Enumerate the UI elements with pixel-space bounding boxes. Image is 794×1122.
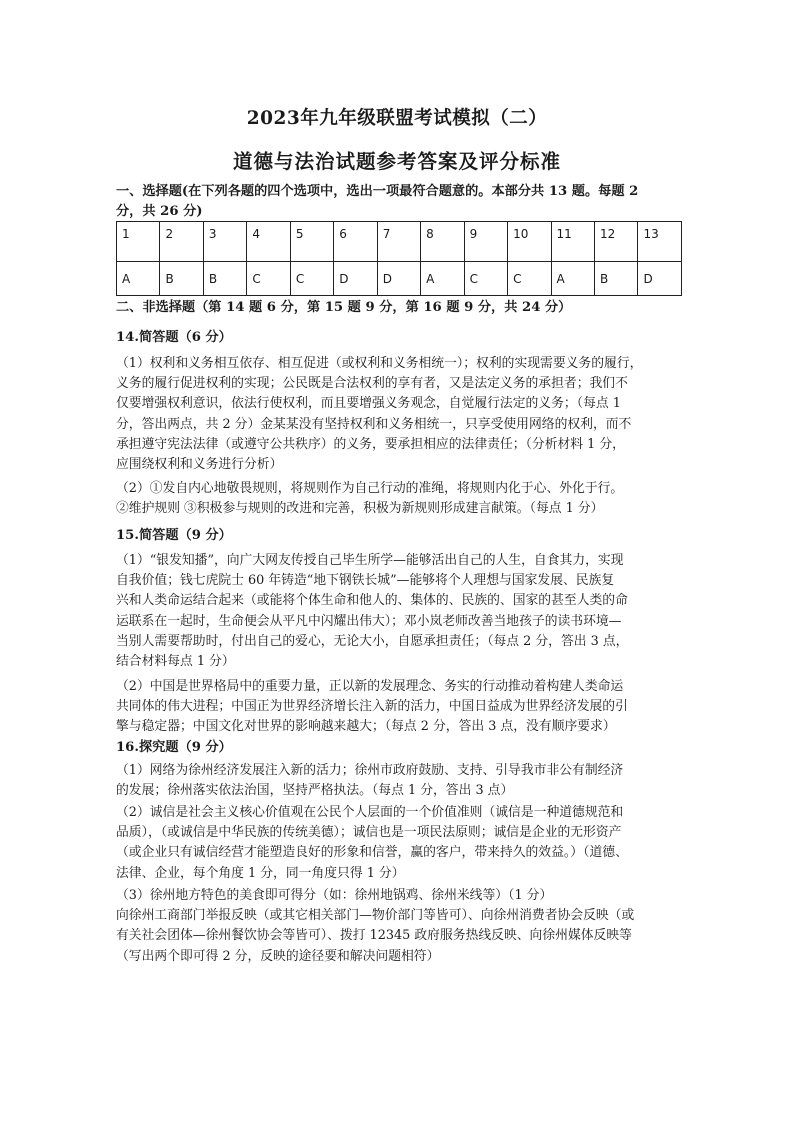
text-line: ②维护规则 ③积极参与规则的改进和完善，积极为新规则形成建言献策。（每点 1 分） (116, 501, 604, 517)
text-line: 结合材料每点 1 分） (116, 654, 235, 670)
question-number-cell: 1 (117, 222, 160, 262)
text-line: 承担遵守宪法法律（或遵守公共秩序）的义务，要承担相应的法律责任；（分析材料 1 分， (116, 436, 625, 452)
answer-cell: A (421, 262, 464, 296)
answer-table (116, 221, 682, 296)
exam-subtitle: 道德与法治试题参考答案及评分标准 (232, 150, 561, 173)
question-number-cell: 6 (334, 222, 377, 262)
answer-cell: D (334, 262, 377, 296)
text-line: （3）徐州地方特色的美食即可得分（如：徐州地锅鸡、徐州米线等）（1 分） (116, 888, 553, 903)
question-number-cell: 10 (508, 222, 551, 262)
text-line: （2）中国是世界格局中的重要力量，正以新的发展理念、务实的行动推动着构建人类命运 (116, 679, 624, 694)
text-line: 自我价值；钱七虎院士 60 年铸造“地下钢铁长城”—能够将个人理想与国家发展、民族复 (116, 573, 615, 589)
q14-part1 (116, 354, 684, 475)
text-line: （1）“银发知播”，向广大网友传授自己毕生所学—能够活出自己的人生，自食其力，实现 (116, 553, 624, 568)
q16-part1 (116, 761, 684, 801)
text-line: 共同体的伟大进程；中国正为世界经济增长注入新的活力，中国日益成为世界经济发展的引 (116, 699, 628, 715)
question-number-cell: 9 (464, 222, 507, 262)
answer-cell: D (638, 262, 682, 296)
text-line: 向徐州工商部门举报反映（或其它相关部门—物价部门等皆可）、向徐州消费者协会反映（或 (116, 908, 635, 924)
answer-cell: D (377, 262, 420, 296)
q15-heading: 15.简答题（9 分） (116, 528, 232, 543)
question-number-row (117, 222, 682, 262)
text-line: 有关社会团体—徐州餐饮协会等皆可）、拨打 12345 政府服务热线反映、向徐州媒体反映等 (116, 928, 632, 944)
answer-cell: C (290, 262, 333, 296)
question-number-cell: 3 (203, 222, 246, 262)
text-line: （2）①发自内心地敬畏规则，将规则作为自己行动的准绳，将规则内化于心、外化于行。 (116, 481, 624, 496)
answer-cell: A (117, 262, 160, 296)
answer-cell: C (247, 262, 290, 296)
text-line: （2）诚信是社会主义核心价值观在公民个人层面的一个价值准则（诚信是一种道德规范和 (116, 805, 624, 820)
question-number-cell: 13 (638, 222, 682, 262)
q16-part3 (116, 886, 684, 967)
answer-cell: B (160, 262, 203, 296)
q16-heading: 16.探究题（9 分） (116, 740, 232, 755)
question-number-cell: 5 (290, 222, 333, 262)
question-number-cell: 7 (377, 222, 420, 262)
text-line: 的发展；徐州落实依法治国，坚持严格执法。（每点 1 分，答出 3 点） (116, 783, 514, 799)
question-number-cell: 2 (160, 222, 203, 262)
text-line: 当别人需要帮助时，付出自己的爱心，无论大小，自愿承担责任；（每点 2 分，答出 3 点， (116, 633, 629, 649)
text-line: 义务的履行促进权利的实现；公民既是合法权利的享有者，又是法定义务的承担者；我们不 (116, 376, 628, 392)
q16-part2 (116, 803, 684, 884)
exam-title: 2023年九年级联盟考试模拟（二） (246, 108, 548, 129)
section1-heading (116, 182, 686, 222)
answer-cell: B (594, 262, 637, 296)
answer-cell: C (508, 262, 551, 296)
text-line: （1）权利和义务相互依存、相互促进（或权利和义务相统一）；权利的实现需要义务的履行， (116, 356, 643, 371)
question-number-cell: 8 (421, 222, 464, 262)
text-line: （1）网络为徐州经济发展注入新的活力；徐州市政府鼓励、支持、引导我市非公有制经济 (116, 763, 624, 778)
text-line: （或企业只有诚信经营才能塑造良好的形象和信誉，赢的客户，带来持久的效益。）（道德、 (116, 845, 628, 861)
answer-cell: B (203, 262, 246, 296)
section2-heading: 二、非选择题（第 14 题 6 分，第 15 题 9 分，第 16 题 9 分，共 24 分） (116, 300, 572, 315)
question-number-cell: 12 (594, 222, 637, 262)
q15-part2 (116, 677, 684, 738)
answer-row (117, 262, 682, 296)
text-line: 法律、企业，每个角度 1 分，同一角度只得 1 分） (116, 865, 405, 881)
answer-cell: C (464, 262, 507, 296)
q14-heading: 14.简答题（6 分） (116, 330, 232, 345)
section1-heading-line2: 分，共 26 分) (116, 204, 203, 219)
text-line: （写出两个即可得 2 分，反映的途径要和解决问题相符） (116, 948, 440, 964)
text-line: 仅要增强权利意识，依法行使权利，而且要增强义务观念，自觉履行法定的义务；（每点 1 (116, 396, 621, 412)
section1-heading-line1: 一、选择题(在下列各题的四个选项中，选出一项最符合题意的。本部分共 13 题。每题 2 (116, 184, 639, 199)
question-number-cell: 11 (551, 222, 594, 262)
text-line: 兴和人类命运结合起来（或能将个体生命和他人的、集体的、民族的、国家的甚至人类的命 (116, 593, 628, 609)
text-line: 运联系在一起时，生命便会从平凡中闪耀出伟大）；邓小岚老师改善当地孩子的读书环境— (116, 613, 622, 629)
q14-part2 (116, 479, 684, 519)
text-line: 品质），（或诚信是中华民族的传统美德）；诚信也是一项民法原则；诚信是企业的无形资产 (116, 825, 622, 841)
q15-part1 (116, 551, 684, 672)
text-line: 擎与稳定器；中国文化对世界的影响越来越大；（每点 2 分，答出 3 点，没有顺序要求） (116, 719, 616, 735)
answer-cell: A (551, 262, 594, 296)
text-line: 应围绕权利和义务进行分析） (116, 457, 283, 473)
text-line: 分，答出两点，共 2 分）金某某没有坚持权利和义务相统一，只享受使用网络的权利，而不 (116, 416, 632, 432)
question-number-cell: 4 (247, 222, 290, 262)
